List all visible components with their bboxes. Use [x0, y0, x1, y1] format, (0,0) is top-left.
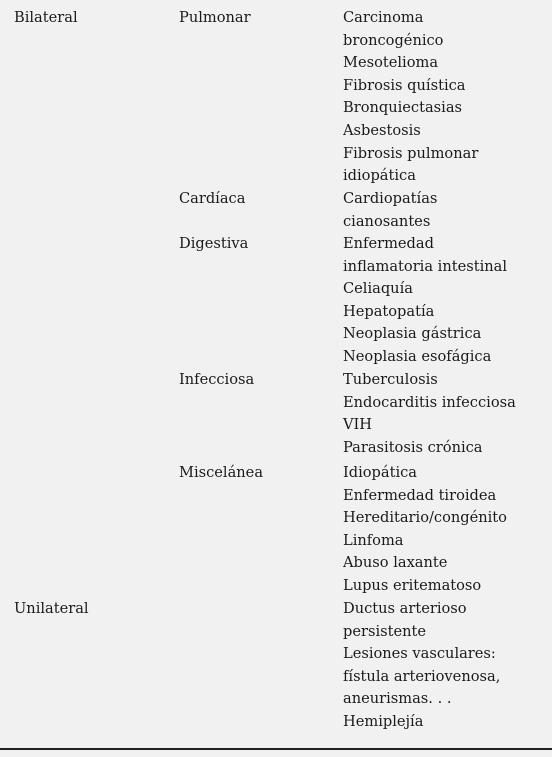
cause-item: VIH	[343, 416, 373, 434]
cause-item: Cardiopatías	[343, 190, 438, 207]
cause-item: Mesotelioma	[343, 54, 439, 72]
cause-item: Enfermedad tiroidea	[343, 486, 497, 504]
cause-item: Parasitosis crónica	[343, 438, 483, 456]
cause-item: Lesiones vasculares:	[343, 645, 496, 663]
cause-item: Ductus arterioso	[343, 600, 467, 617]
cause-item: Endocarditis infecciosa	[343, 393, 516, 411]
table-bottom-rule	[0, 748, 552, 750]
cause-item: Idiopática	[343, 464, 418, 481]
cause-item: Hepatopatía	[343, 302, 435, 320]
group-cell: Bilateral	[14, 9, 78, 26]
cause-item: Celiaquía	[343, 280, 413, 298]
causes-cell	[343, 369, 516, 459]
group-cell: Unilateral	[14, 600, 89, 617]
system-cell: Miscelánea	[179, 464, 264, 481]
cause-item: Tuberculosis	[343, 371, 438, 388]
cause-item: Linfoma	[343, 531, 404, 549]
system-cell: Infecciosa	[179, 371, 255, 388]
cause-item: idiopática	[343, 167, 416, 185]
cause-item: Neoplasia gástrica	[343, 325, 482, 343]
cause-item: Fibrosis quística	[343, 76, 466, 94]
causes-cell	[343, 188, 437, 233]
cause-item: Neoplasia esofágica	[343, 347, 492, 365]
cause-item: Bronquiectasias	[343, 99, 463, 117]
cause-item: inflamatoria intestinal	[343, 257, 508, 275]
cause-item: Lupus eritematoso	[343, 576, 482, 594]
system-cell: Pulmonar	[179, 9, 251, 26]
cause-item: Hereditario/congénito	[343, 509, 507, 527]
system-cell: Cardíaca	[179, 190, 246, 207]
cause-item: Enfermedad	[343, 235, 434, 252]
causes-cell	[343, 7, 478, 188]
system-cell: Digestiva	[179, 235, 249, 252]
cause-item: Hemiplejía	[343, 712, 424, 730]
cause-item: persistente	[343, 622, 427, 640]
cause-item: Carcinoma	[343, 9, 424, 26]
cause-item: Abuso laxante	[343, 554, 448, 572]
causes-cell	[343, 462, 507, 598]
cause-item: Asbestosis	[343, 121, 421, 139]
causes-cell	[343, 233, 507, 369]
cause-item: fístula arteriovenosa,	[343, 667, 501, 685]
cause-item: aneurismas. . .	[343, 690, 452, 708]
cause-item: broncogénico	[343, 31, 444, 49]
cause-item: cianosantes	[343, 212, 431, 230]
causes-cell	[343, 598, 500, 734]
cause-item: Fibrosis pulmonar	[343, 144, 479, 162]
